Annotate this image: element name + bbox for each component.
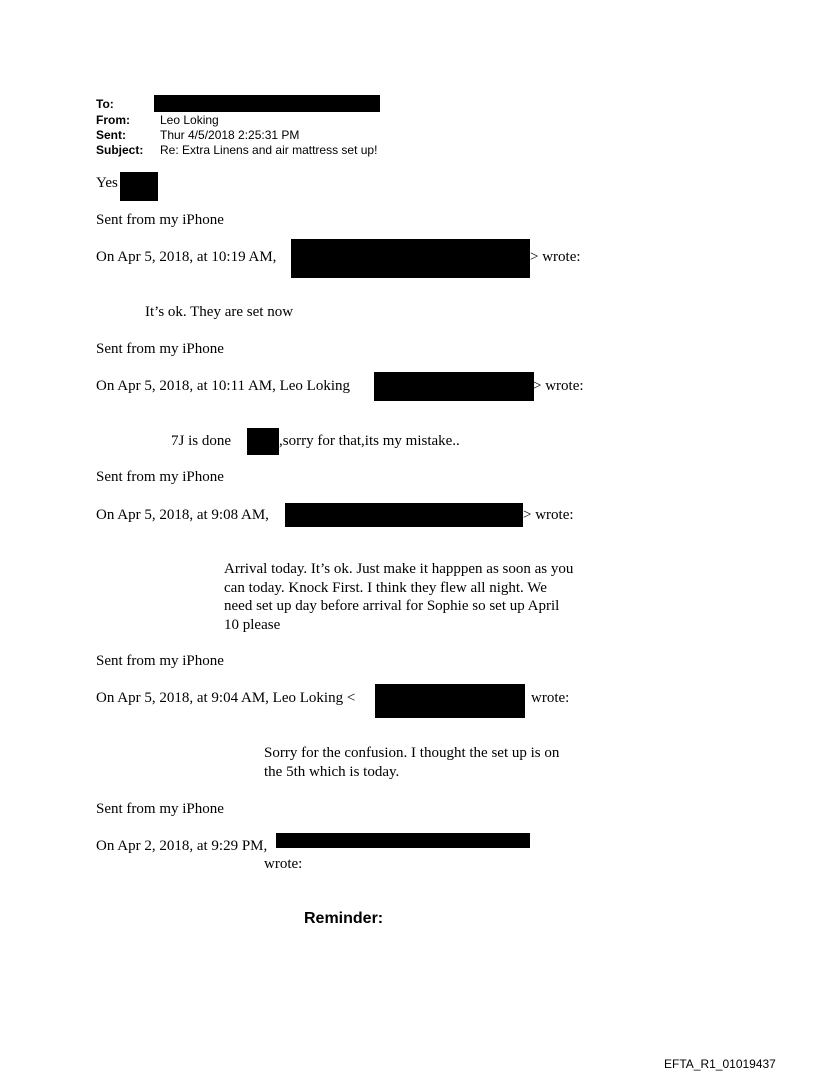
sent-label: Sent: (96, 128, 126, 142)
quote-body: ,sorry for that,its my mistake.. (279, 433, 460, 449)
reply-text: Yes (96, 175, 118, 191)
quote-body: 7J is done (171, 433, 231, 449)
quote-wrote: > wrote: (533, 378, 584, 394)
quote-intro: On Apr 5, 2018, at 9:08 AM, (96, 507, 269, 523)
redaction-email (276, 833, 530, 848)
quote-intro: On Apr 5, 2018, at 10:19 AM, (96, 249, 277, 265)
quote-intro: On Apr 5, 2018, at 10:11 AM, Leo Loking (96, 378, 351, 394)
from-label: From: (96, 113, 130, 127)
signature: Sent from my iPhone (96, 801, 224, 817)
from-value: Leo Loking (160, 113, 219, 127)
quote-body: Arrival today. It’s ok. Just make it happpen as soon as you can today. Knock First. I think they flew all night. We need set up day before arrival for Sophie so set up April 10 please (224, 561, 574, 633)
redaction-sender (285, 503, 523, 527)
redaction-to (154, 95, 380, 112)
reminder-heading: Reminder: (304, 910, 384, 927)
redaction-sender (374, 372, 534, 401)
signature: Sent from my iPhone (96, 469, 224, 485)
redaction-reply (120, 172, 158, 201)
signature: Sent from my iPhone (96, 212, 224, 228)
quote-wrote: > wrote: (530, 249, 581, 265)
document-id: EFTA_R1_01019437 (664, 1057, 776, 1071)
quote-body: Sorry for the confusion. I thought the set up is on the 5th which is today. (264, 745, 560, 780)
quote-wrote: wrote: (264, 856, 303, 872)
redaction-name (247, 428, 279, 455)
quote-wrote: > wrote: (523, 507, 574, 523)
quote-intro: On Apr 5, 2018, at 9:04 AM, Leo Loking < (96, 690, 356, 706)
quote-wrote: wrote: (531, 690, 570, 706)
quote-body: It’s ok. They are set now (145, 304, 294, 320)
quote-intro: On Apr 2, 2018, at 9:29 PM, (96, 838, 268, 854)
to-label: To: (96, 97, 114, 111)
sent-value: Thur 4/5/2018 2:25:31 PM (160, 128, 300, 142)
subject-label: Subject: (96, 143, 144, 157)
redaction-email (375, 684, 525, 718)
redaction-sender (291, 239, 530, 278)
subject-value: Re: Extra Linens and air mattress set up! (160, 143, 378, 157)
signature: Sent from my iPhone (96, 341, 224, 357)
signature: Sent from my iPhone (96, 653, 224, 669)
